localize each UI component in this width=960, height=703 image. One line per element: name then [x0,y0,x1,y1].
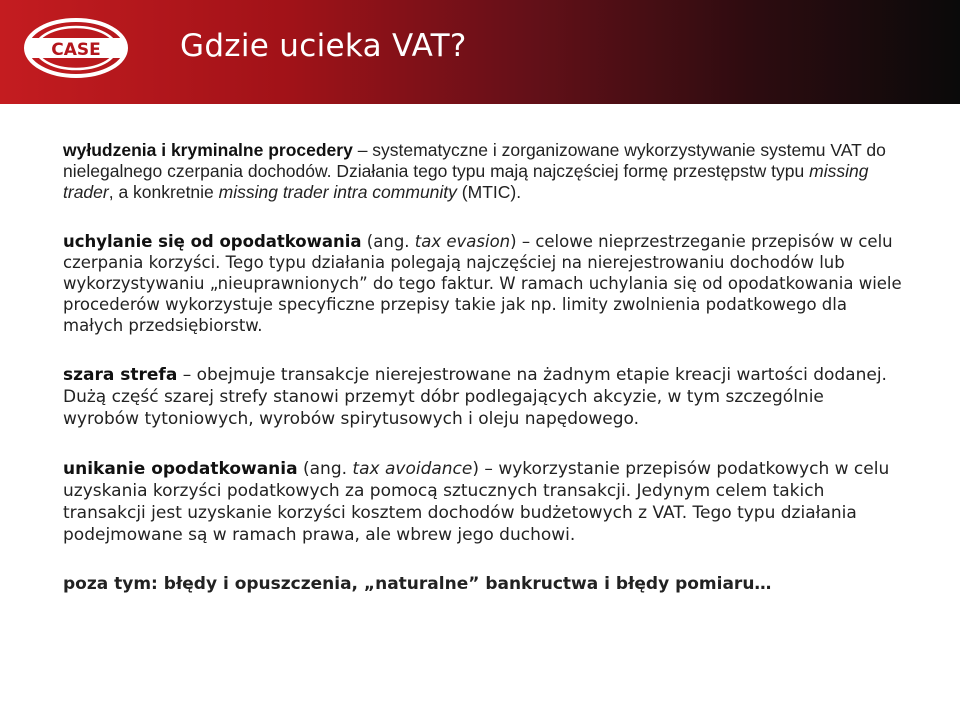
italic-text: tax avoidance [352,459,473,479]
text: – systematyczne i zorganizowane wykorzystywanie systemu VAT do nielegalnego czerpania dochodów. Działania tego typu mają najczęściej formę przestępstw typu [63,140,886,181]
italic-text: tax evasion [414,232,511,251]
paragraph-tax-evasion [63,231,903,336]
paragraph-other-factors: poza tym: błędy i opuszczenia, „naturalne” bankructwa i błędy pomiaru… [63,574,772,594]
text: ) – wykorzystanie przepisów podatkowych w celu uzyskania korzyści podatkowych za pomocą sztucznych transakcji. Jedynym celem takich transakcji jest uzyskanie korzyści kosztem dochodów budżetowych z VAT. Tego typu działania podejmowane są w ramach prawa, ale wbrew jego duchowi. [63,459,890,545]
text: (ang. [361,232,415,251]
text: (MTIC). [456,182,522,202]
italic-text: missing trader [63,161,869,202]
slide-content [63,140,903,623]
slide-header [0,0,960,104]
slide-title: Gdzie ucieka VAT? [180,28,467,64]
term-fraud: wyłudzenia i kryminalne procedery [63,140,353,160]
term-evasion: uchylanie się od opodatkowania [63,232,362,251]
term-avoidance: unikanie opodatkowania [63,459,298,479]
text: ) – celowe nieprzestrzeganie przepisów w celu czerpania korzyści. Tego typu działania polegają najczęściej na nierejestrowaniu dochodów lub wykorzystywaniu „nieuprawnionych” do tego faktur. W ramach uchylania się od opodatkowania wiele procederów wykorzystuje specyficzne przepisy takie jak np. limity zwolnienia podatkowego dla małych przedsiębiorstw. [63,232,902,335]
logo-text: CASE [51,40,101,60]
text: (ang. [297,459,353,479]
term-grey-economy: szara strefa [63,365,178,385]
case-logo-icon [22,16,130,80]
paragraph-grey-economy [63,364,903,430]
paragraph-vat-fraud [63,140,903,203]
text: , a konkretnie [108,182,219,202]
paragraph-tax-avoidance [63,458,903,546]
italic-text: missing trader intra community [218,182,457,202]
text: – obejmuje transakcje nierejestrowane na żadnym etapie kreacji wartości dodanej. Dużą część szarej strefy stanowi przemyt dóbr podlegających akcyzie, w tym szczególnie wyrobów tytoniowych, wyrobów spirytusowych i oleju napędowego. [63,365,887,429]
